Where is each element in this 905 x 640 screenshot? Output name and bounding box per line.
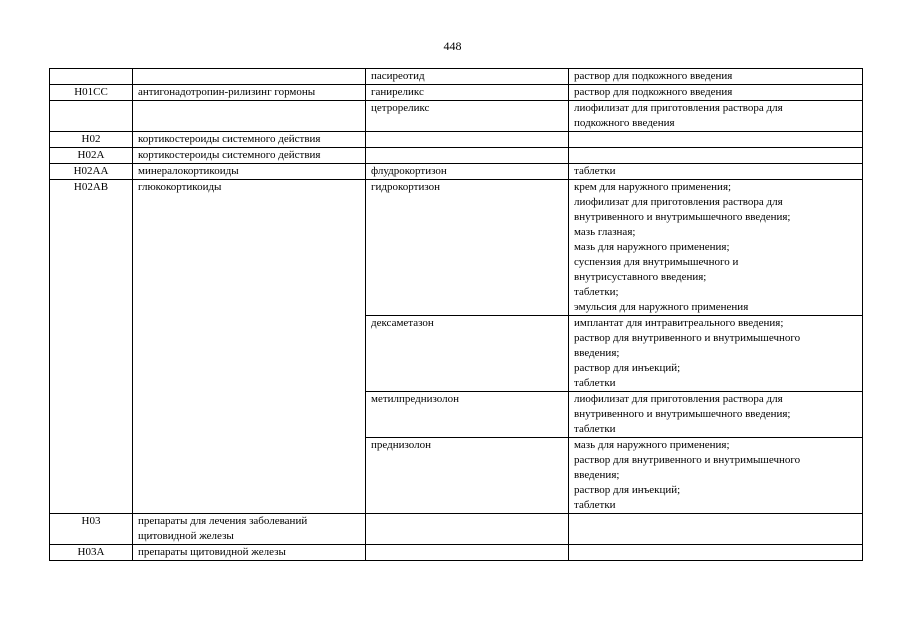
drug-name-cell: гидрокортизон xyxy=(366,180,569,316)
table-row xyxy=(50,69,863,85)
dosage-form-line: мазь для наружного применения; xyxy=(574,439,730,451)
atc-code-cell xyxy=(50,69,133,85)
dosage-forms-cell xyxy=(569,545,863,561)
group-name-cell xyxy=(133,69,366,85)
drug-name-cell: преднизолон xyxy=(366,438,569,514)
dosage-form-line: лиофилизат для приготовления раствора для xyxy=(574,393,783,405)
drug-name-cell: флудрокортизон xyxy=(366,164,569,180)
dosage-form-line: раствор для инъекций; xyxy=(574,362,681,374)
atc-code-cell: H03 xyxy=(50,514,133,545)
table-row xyxy=(50,148,863,164)
drug-name-cell: пасиреотид xyxy=(366,69,569,85)
group-name-cell: кортикостероиды системного действия xyxy=(133,132,366,148)
group-name-cell: препараты щитовидной железы xyxy=(133,545,366,561)
atc-code-cell: H03A xyxy=(50,545,133,561)
group-name-cell: минералокортикоиды xyxy=(133,164,366,180)
drug-name-cell xyxy=(366,148,569,164)
dosage-form-line: раствор для внутривенного и внутримышечного xyxy=(574,332,801,344)
dosage-form-line: лиофилизат для приготовления раствора для xyxy=(574,196,783,208)
dosage-forms-cell xyxy=(569,164,863,180)
table-row xyxy=(50,85,863,101)
atc-code-cell xyxy=(50,101,133,132)
dosage-form-line: крем для наружного применения; xyxy=(574,181,732,193)
drug-name-cell: метилпреднизолон xyxy=(366,392,569,438)
dosage-forms-cell xyxy=(569,392,863,438)
dosage-forms-cell xyxy=(569,148,863,164)
dosage-forms-cell xyxy=(569,180,863,316)
dosage-forms-cell xyxy=(569,514,863,545)
dosage-form-line: введения; xyxy=(574,469,620,481)
dosage-form-line: внутрисуставного введения; xyxy=(574,271,707,283)
dosage-form-line: таблетки; xyxy=(574,286,619,298)
dosage-forms-cell xyxy=(569,101,863,132)
group-name-cell: кортикостероиды системного действия xyxy=(133,148,366,164)
dosage-form-line: раствор для подкожного введения xyxy=(574,70,733,82)
dosage-form-line: таблетки xyxy=(574,423,616,435)
table-row xyxy=(50,514,863,545)
group-name-cell xyxy=(133,514,366,545)
dosage-forms-cell xyxy=(569,69,863,85)
dosage-form-line: раствор для инъекций; xyxy=(574,484,681,496)
dosage-forms-cell xyxy=(569,316,863,392)
dosage-form-line: лиофилизат для приготовления раствора для xyxy=(574,102,783,114)
dosage-form-line: подкожного введения xyxy=(574,117,675,129)
table-row xyxy=(50,132,863,148)
dosage-form-line: введения; xyxy=(574,347,620,359)
group-name-line: препараты для лечения заболеваний xyxy=(138,515,308,527)
dosage-form-line: раствор для внутривенного и внутримышечного xyxy=(574,454,801,466)
dosage-form-line: таблетки xyxy=(574,165,616,177)
drug-name-cell xyxy=(366,545,569,561)
dosage-forms-cell xyxy=(569,85,863,101)
atc-code-cell: H01CC xyxy=(50,85,133,101)
dosage-form-line: раствор для подкожного введения xyxy=(574,86,733,98)
atc-code-cell: H02A xyxy=(50,148,133,164)
dosage-form-line: имплантат для интравитреального введения; xyxy=(574,317,784,329)
drug-name-cell xyxy=(366,514,569,545)
dosage-form-line: мазь для наружного применения; xyxy=(574,241,730,253)
dosage-form-line: внутривенного и внутримышечного введения; xyxy=(574,211,791,223)
group-name-cell: глюкокортикоиды xyxy=(133,180,366,514)
group-name-line: щитовидной железы xyxy=(138,530,234,542)
atc-code-cell: H02AB xyxy=(50,180,133,514)
dosage-forms-cell xyxy=(569,438,863,514)
table-row xyxy=(50,101,863,132)
table-row xyxy=(50,180,863,316)
dosage-form-line: таблетки xyxy=(574,377,616,389)
dosage-form-line: внутривенного и внутримышечного введения; xyxy=(574,408,791,420)
dosage-form-line: суспензия для внутримышечного и xyxy=(574,256,739,268)
atc-code-cell: H02 xyxy=(50,132,133,148)
atc-code-cell: H02AA xyxy=(50,164,133,180)
drug-name-cell xyxy=(366,132,569,148)
dosage-form-line: таблетки xyxy=(574,499,616,511)
dosage-form-line: эмульсия для наружного применения xyxy=(574,301,749,313)
dosage-forms-cell xyxy=(569,132,863,148)
page-number: 448 xyxy=(443,39,462,53)
drug-classification-table xyxy=(49,68,863,561)
group-name-cell: антигонадотропин-рилизинг гормоны xyxy=(133,85,366,101)
drug-name-cell: цетрореликс xyxy=(366,101,569,132)
drug-name-cell: дексаметазон xyxy=(366,316,569,392)
dosage-form-line: мазь глазная; xyxy=(574,226,636,238)
group-name-cell xyxy=(133,101,366,132)
drug-name-cell: ганиреликс xyxy=(366,85,569,101)
table-row xyxy=(50,545,863,561)
table-row xyxy=(50,164,863,180)
